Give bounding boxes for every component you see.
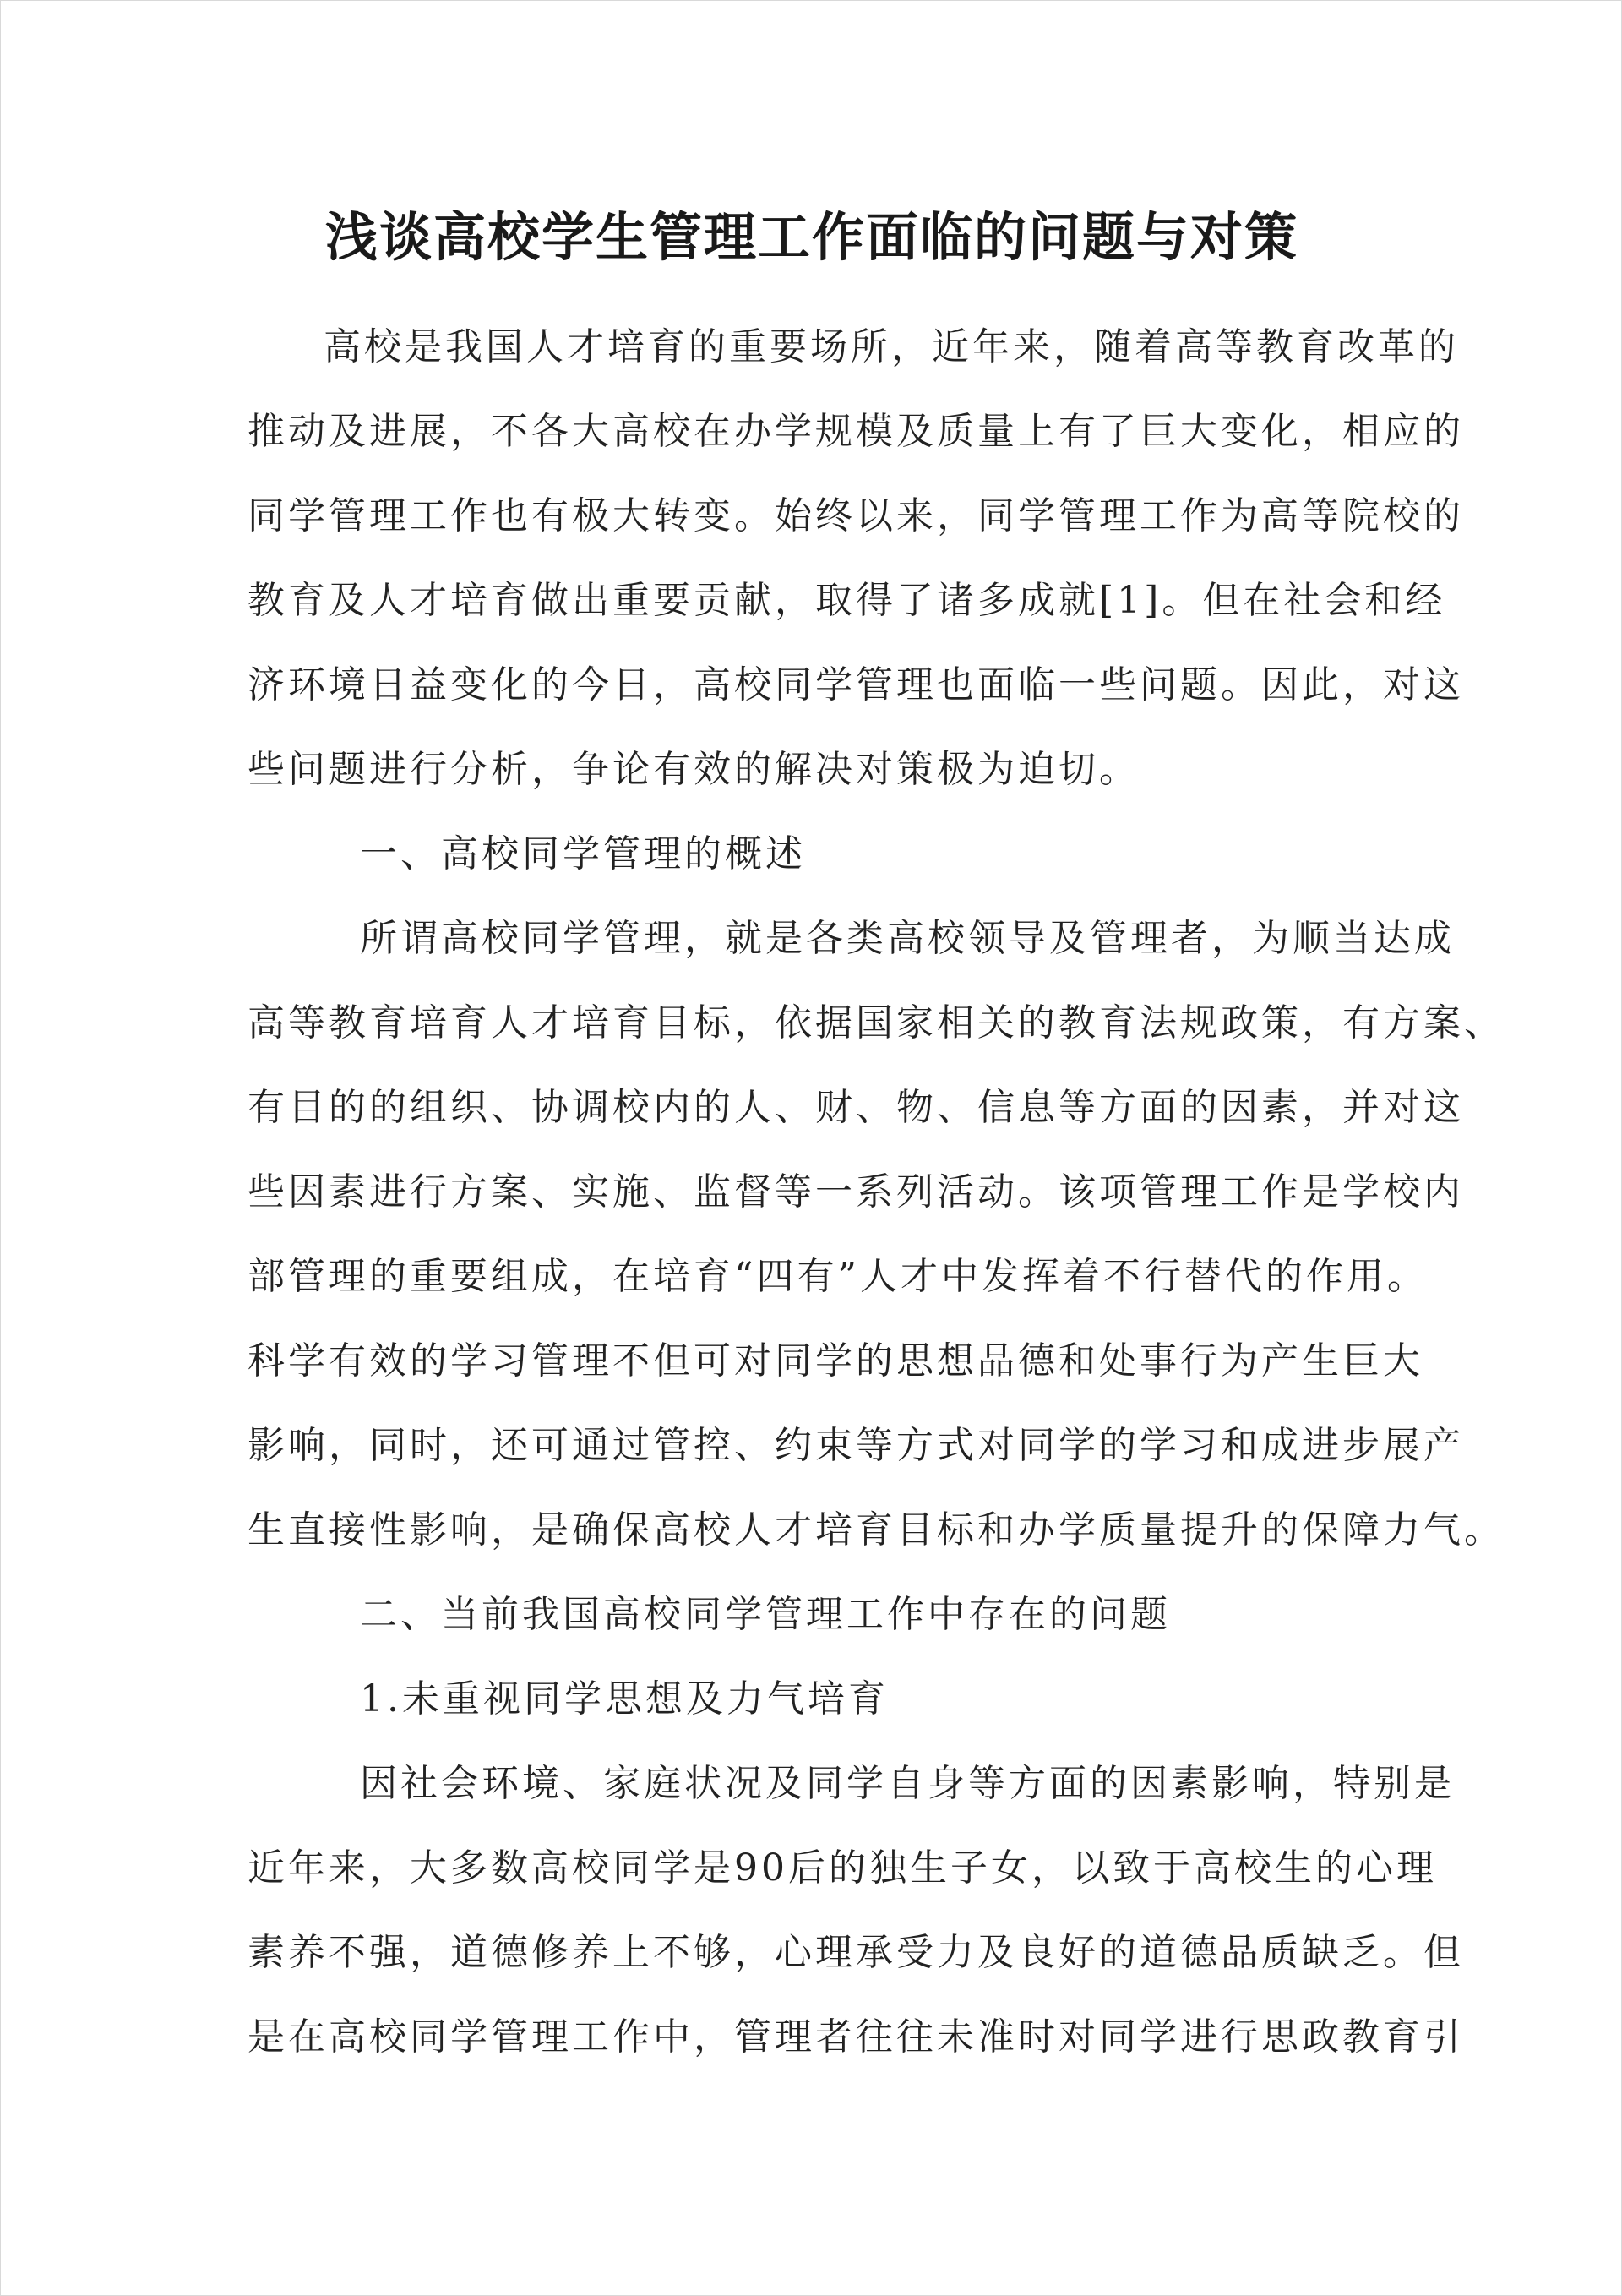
paragraph-line: 所谓高校同学管理，就是各类高校领导及管理者，为顺当达成: [360, 917, 1455, 960]
paragraph-line: 推动及进展，不各大高校在办学规模及质量上有了巨大变化，相应的: [248, 410, 1464, 453]
paragraph-line: 影响，同时，还可通过管控、约束等方式对同学的学习和成进步展产: [248, 1424, 1464, 1467]
paragraph-line: 因社会环境、家庭状况及同学自身等方面的因素影响，特别是: [360, 1762, 1455, 1805]
paragraph-line: 些因素进行方案、实施、监督等一系列活动。该项管理工作是学校内: [248, 1170, 1464, 1213]
paragraph-line: 同学管理工作也有极大转变。始终以来，同学管理工作为高等院校的: [248, 494, 1464, 537]
paragraph-line: 素养不强，道德修养上不够，心理承受力及良好的道德品质缺乏。但: [248, 1931, 1464, 1974]
section-heading: 一、高校同学管理的概述: [360, 832, 806, 875]
paragraph-line: 近年来，大多数高校同学是90后的独生子女，以致于高校生的心理: [248, 1846, 1437, 1890]
section-heading: 二、当前我国高校同学管理工作中存在的问题: [360, 1593, 1171, 1636]
paragraph-line: 生直接性影响，是确保高校人才培育目标和办学质量提升的保障力气。: [248, 1508, 1505, 1552]
paragraph-line: 高校是我国人才培育的重要场所，近年来，随着高等教育改革的: [324, 325, 1459, 368]
paragraph-line: 部管理的重要组成，在培育“四有”人才中发挥着不行替代的作用。: [248, 1255, 1428, 1298]
paragraph-line: 高等教育培育人才培育目标，依据国家相关的教育法规政策，有方案、: [248, 1001, 1505, 1044]
paragraph-line: 教育及人才培育做出重要贡献，取得了诸多成就[1]。但在社会和经: [248, 579, 1446, 622]
paragraph-line: 济环境日益变化的今日，高校同学管理也面临一些问题。因此，对这: [248, 663, 1464, 706]
document-title: 浅谈高校学生管理工作面临的问题与对策: [324, 206, 1298, 268]
paragraph-line: 是在高校同学管理工作中，管理者往往未准时对同学进行思政教育引: [248, 2015, 1464, 2059]
paragraph-line: 有目的的组织、协调校内的人、财、物、信息等方面的因素，并对这: [248, 1086, 1464, 1129]
paragraph-line: 科学有效的学习管理不但可对同学的思想品德和处事行为产生巨大: [248, 1339, 1423, 1383]
paragraph-line: 些问题进行分析，争论有效的解决对策极为迫切。: [248, 748, 1140, 791]
subsection-heading: 1.未重视同学思想及力气培育: [360, 1677, 889, 1721]
